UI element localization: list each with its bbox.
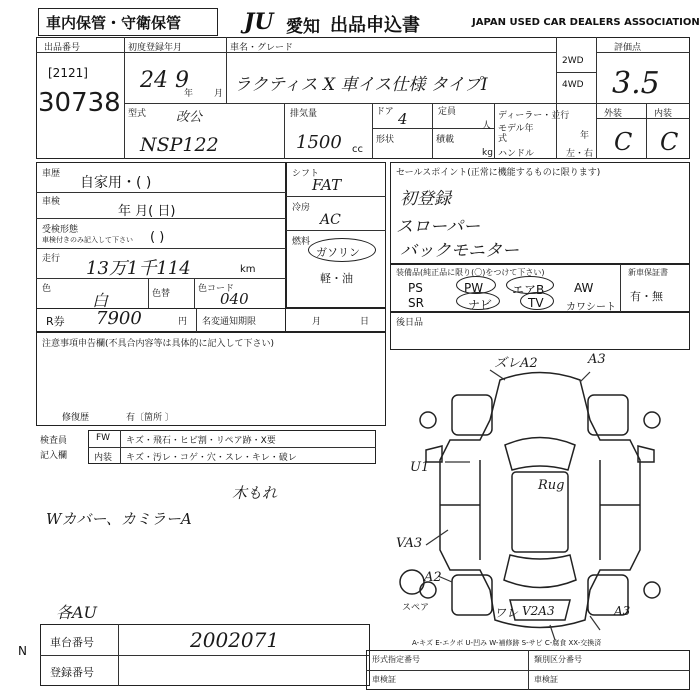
score-label: 評価点 [614,43,642,53]
handwritten-note-2: Wカバー、カミラーA [46,510,192,528]
color-value: 白 [92,291,109,310]
damage-note-bottom2: V2A3 [522,604,555,618]
lot-number: 30738 [38,88,121,118]
damage-note-top2: A3 [588,352,606,367]
sales-point-1: 初登録 [400,189,451,209]
handwritten-note-1: 木もれ [232,484,278,502]
type-label: 型式 [128,109,147,119]
damage-note-top1: ズレA2 [494,356,538,371]
lot-code: [2121] [48,66,88,80]
first-reg-label: 初度登録年月 [128,43,183,53]
first-reg-value: 24 9 [140,68,189,93]
equip-kawa: カワシート [566,302,616,313]
shift-value: FAT [312,176,342,194]
damage-note-bottom1: ワレ [494,606,519,620]
storage-label: 車内保管・守衛保管 [46,14,182,32]
handwritten-note-3: 各AU [56,603,98,622]
damage-legend: A-キズ E-エクボ U-凹み W-補修跡 S-サビ C-腐食 XX-交換済 [412,639,602,647]
damage-note-right: Rug [538,478,565,493]
form-title-en: JAPAN USED CAR DEALERS ASSOCIATION [472,17,700,28]
sales-point-3: バックモニター [400,241,519,261]
interior-grade: C [660,128,679,156]
lot-label: 出品番号 [44,43,81,53]
ac-value: AC [320,212,341,228]
doors-value: 4 [398,110,408,128]
equip-aw: AW [574,281,594,295]
navi-circle [456,292,500,310]
equip-pw: PW [464,281,484,295]
form-title: 出品申込書 [330,15,420,36]
type-value: NSP122 [140,134,219,156]
drive-2wd: 2WD [562,56,584,66]
color-code-value: 040 [220,290,249,308]
displacement-value: 1500 [296,132,342,153]
damage-note-left2: VA3 [396,536,423,551]
model-value: ラクティス X 車イス仕様 タイプⅠ [234,75,488,95]
equip-sr: SR [408,296,424,310]
ju-logo: JU [244,9,274,35]
chassis-value: 2002071 [190,628,280,652]
mileage-value: 13万1千114 [86,258,191,279]
equip-tv: TV [528,296,544,310]
side-mark: N [18,644,27,658]
org-name: 愛知 [286,17,320,37]
equip-ps: PS [408,281,423,295]
score-value: 3.5 [612,66,660,101]
type-note: 改公 [176,110,203,125]
main-grid-top [36,37,690,159]
model-label: 車名・グレード [230,43,294,53]
equip-navi: ナビ [468,298,493,312]
sales-point-2: スローパー [396,217,481,237]
damage-note-left3: A2 [424,570,442,585]
displacement-label: 排気量 [290,109,318,119]
tv-circle [520,292,554,310]
damage-note-left1: U1 [410,460,430,475]
r-value: 7900 [96,308,142,329]
exterior-grade: C [614,128,633,156]
airbag-circle [506,276,554,294]
equip-airbag: エアB [512,283,545,297]
damage-note-bottom3: A3 [614,604,631,618]
history-value: 自家用・( ) [80,175,152,191]
spare-label: スペア [402,603,430,613]
drive-4wd: 4WD [562,80,584,90]
after-box [390,312,690,350]
